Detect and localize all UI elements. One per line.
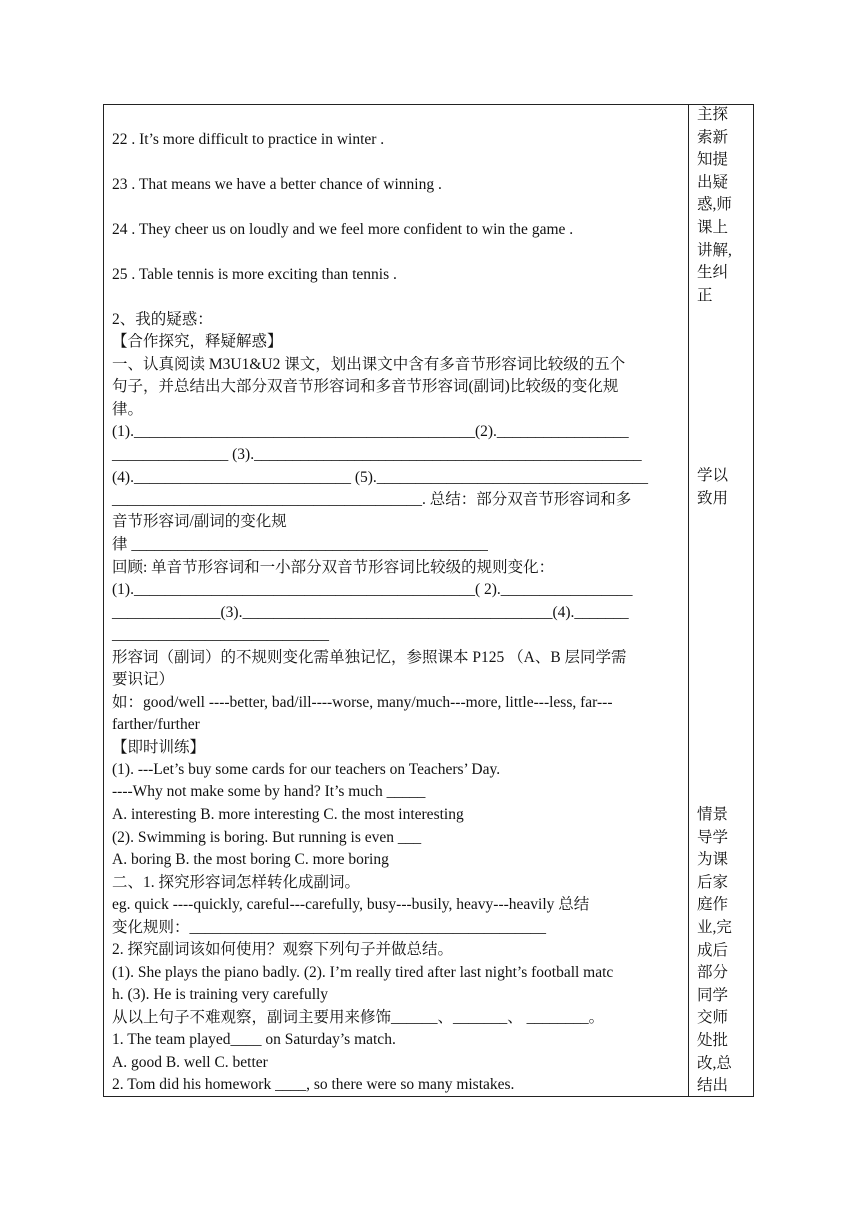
text-line: 2、我的疑惑： xyxy=(112,311,213,328)
text-line: 二、1. 探究形容词怎样转化成副词。 xyxy=(112,874,361,891)
column-divider xyxy=(688,104,689,1097)
text-line: 从以上句子不难观察，副词主要用来修饰______、_______、 ________。 xyxy=(112,1009,605,1026)
text-line: ________________________________________. 总结：部分双音节形容词和多 xyxy=(112,491,632,508)
side-note-2 xyxy=(697,465,749,510)
side-note-line: 同学 xyxy=(697,986,729,1004)
text-line: 22 . It’s more difficult to practice in winter . xyxy=(112,131,385,148)
text-line: 音节形容词/副词的变化规 xyxy=(112,513,287,530)
text-line: 变化规则：______________________________________________ xyxy=(112,919,547,936)
side-note-line: 改,总 xyxy=(697,1054,732,1072)
side-note-line: 为课 xyxy=(697,851,729,869)
side-note-line: 导学 xyxy=(697,828,729,846)
text-line: 25 . Table tennis is more exciting than tennis . xyxy=(112,266,397,283)
side-note-line: 致用 xyxy=(697,489,729,507)
side-note-1 xyxy=(697,104,749,307)
text-line: ______________(3).________________________________________(4)._______ xyxy=(112,604,629,621)
side-note-line: 交师 xyxy=(697,1009,729,1027)
side-note-line: 正 xyxy=(697,286,713,304)
side-note-line: 惑,师 xyxy=(697,196,732,214)
text-line: farther/further xyxy=(112,716,200,733)
text-line: A. interesting B. more interesting C. the most interesting xyxy=(112,806,464,823)
side-note-line: 出疑 xyxy=(697,173,729,191)
text-line: _______________ (3).__________________________________________________ xyxy=(112,446,642,463)
side-note-line: 结出 xyxy=(697,1077,729,1095)
text-line: 要识记） xyxy=(112,671,175,688)
text-line: A. good B. well C. better xyxy=(112,1054,268,1071)
text-line: ----Why not make some by hand? It’s much _____ xyxy=(112,783,426,800)
side-note-line: 知提 xyxy=(697,151,729,169)
side-note-line: 主探 xyxy=(697,106,729,123)
side-note-line: 后家 xyxy=(697,873,729,891)
side-note-line: 庭作 xyxy=(697,896,729,914)
side-note-line: 部分 xyxy=(697,964,729,982)
side-note-line: 索新 xyxy=(697,128,729,146)
text-line: 形容词（副词）的不规则变化需单独记忆，参照课本 P125 （A、B 层同学需 xyxy=(112,649,627,666)
text-line: 律 ______________________________________________ xyxy=(112,536,488,553)
text-line: h. (3). He is training very carefully xyxy=(112,986,329,1003)
text-line: 回顾: 单音节形容词和一小部分双音节形容词比较级的规则变化： xyxy=(112,559,555,576)
text-line: (1).____________________________________________( 2)._________________ xyxy=(112,581,633,598)
side-note-line: 课上 xyxy=(697,218,729,236)
text-line: (2). Swimming is boring. But running is even ___ xyxy=(112,829,422,846)
side-note-line: 生纠 xyxy=(697,264,729,282)
side-note-line: 学以 xyxy=(697,467,729,484)
text-line: 句子，并总结出大部分双音节形容词和多音节形容词(副词)比较级的变化规 xyxy=(112,378,619,395)
text-line: 一、认真阅读 M3U1&U2 课文，划出课文中含有多音节形容词比较级的五个 xyxy=(112,356,626,373)
text-line: 2. Tom did his homework ____, so there were so many mistakes. xyxy=(112,1076,515,1093)
side-note-line: 业,完 xyxy=(697,918,732,936)
text-line: (4).____________________________ (5).___________________________________ xyxy=(112,469,649,486)
side-note-line: 情景 xyxy=(697,806,729,823)
text-line: 律。 xyxy=(112,401,144,418)
text-line: A. boring B. the most boring C. more boring xyxy=(112,851,389,868)
text-line: (1). She plays the piano badly. (2). I’m really tired after last night’s football matc xyxy=(112,964,614,981)
text-line: 【合作探究，释疑解惑】 xyxy=(112,333,283,350)
text-line: (1).____________________________________________(2)._________________ xyxy=(112,423,629,440)
side-note-line: 讲解, xyxy=(697,241,732,259)
text-line: 1. The team played____ on Saturday’s match. xyxy=(112,1031,396,1048)
side-note-line: 成后 xyxy=(697,941,729,959)
text-line: 如：good/well ----better, bad/ill----worse, many/much---more, little---less, far--- xyxy=(112,694,613,711)
text-line: 23 . That means we have a better chance of winning . xyxy=(112,176,442,193)
side-note-3 xyxy=(697,804,749,1098)
side-note-line: 处批 xyxy=(697,1031,729,1049)
text-line: eg. quick ----quickly, careful---carefully, busy---busily, heavy---heavily 总结 xyxy=(112,896,590,913)
text-line: ____________________________ xyxy=(112,626,329,643)
text-line: 2. 探究副词该如何使用？观察下列句子并做总结。 xyxy=(112,941,454,958)
text-line: 24 . They cheer us on loudly and we feel more confident to win the game . xyxy=(112,221,574,238)
text-line: 【即时训练】 xyxy=(112,739,206,756)
text-line: (1). ---Let’s buy some cards for our teachers on Teachers’ Day. xyxy=(112,761,501,778)
